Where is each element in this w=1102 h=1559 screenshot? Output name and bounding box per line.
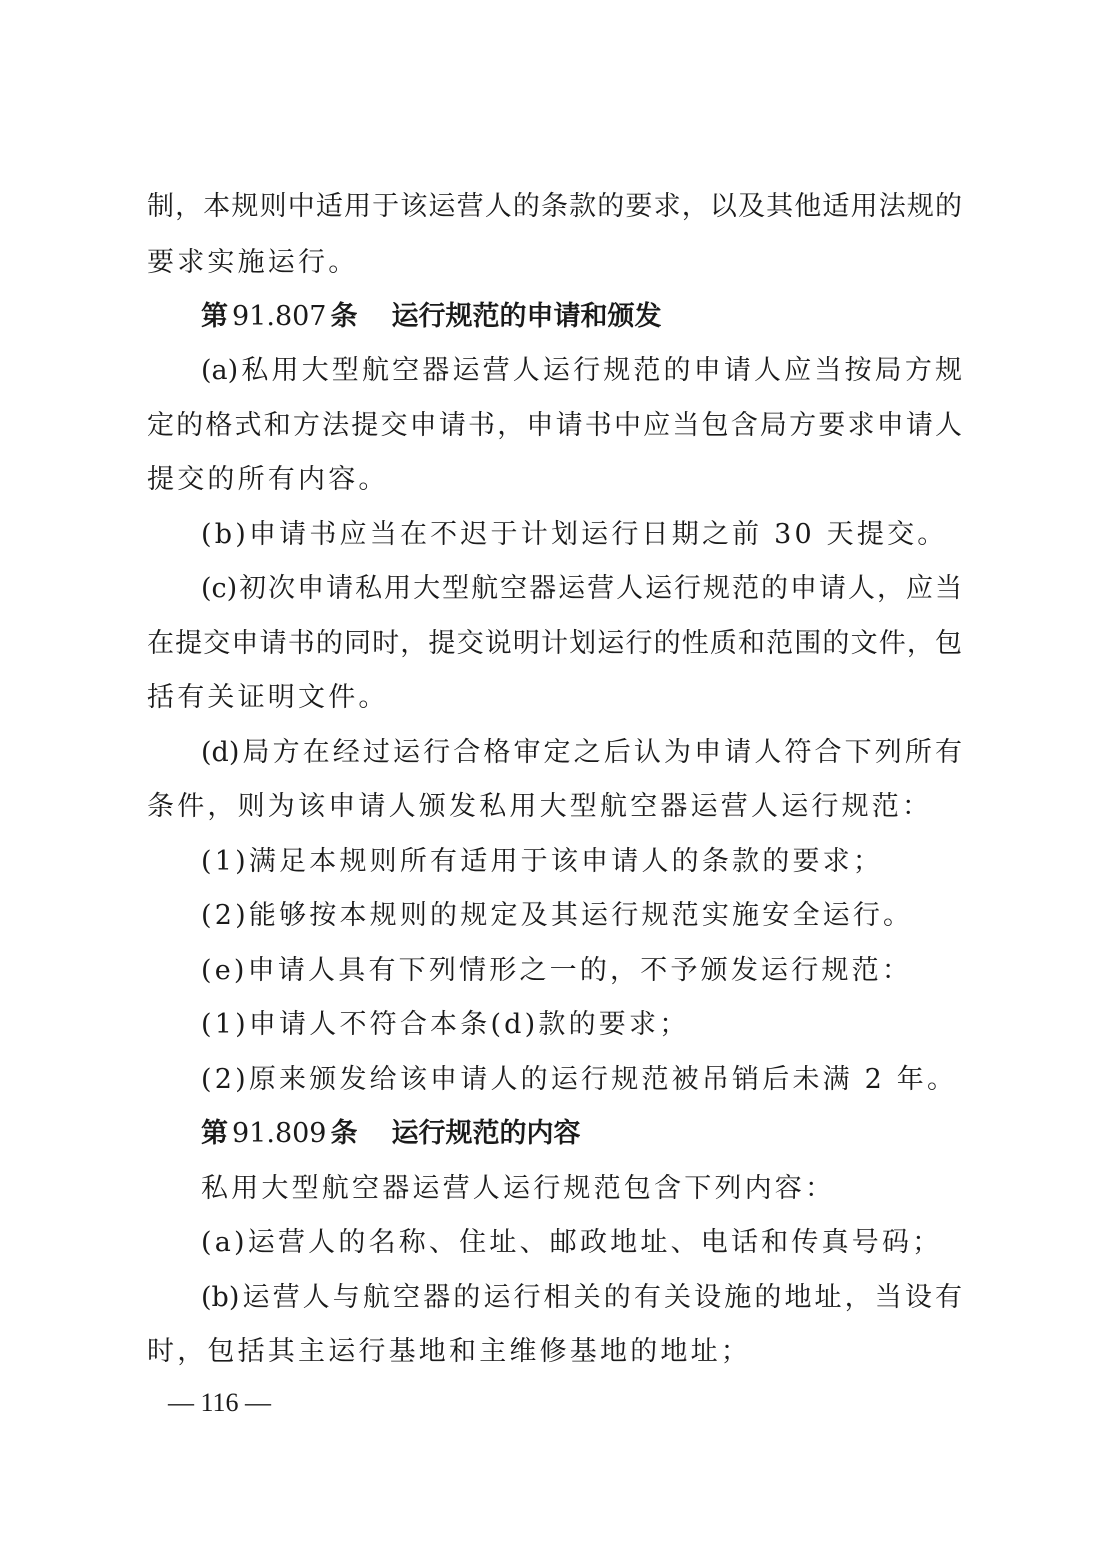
body-line: 私用大型航空器运营人运行规范包含下列内容： <box>201 1173 836 1204</box>
body-line: (a)私用大型航空器运营人运行规范的申请人应当按局方规 <box>201 355 962 386</box>
body-line: (a)运营人的名称、住址、邮政地址、电话和传真号码； <box>201 1227 943 1258</box>
body-line: 要求实施运行。 <box>147 247 359 278</box>
body-line: 提交的所有内容。 <box>147 464 389 495</box>
body-line: 括有关证明文件。 <box>147 682 389 713</box>
heading-title: 运行规范的内容 <box>391 1118 581 1149</box>
heading-title: 运行规范的申请和颁发 <box>391 301 662 332</box>
section-heading-91-807 <box>201 299 661 335</box>
heading-number: 91.807 <box>232 301 327 332</box>
section-heading-91-809 <box>201 1116 580 1152</box>
heading-suffix: 条 <box>330 301 358 332</box>
body-line: 在提交申请书的同时，提交说明计划运行的性质和范围的文件，包 <box>147 628 962 659</box>
body-line: (2)原来颁发给该申请人的运行规范被吊销后未满 2 年。 <box>201 1064 958 1095</box>
heading-prefix: 第 <box>201 1118 228 1149</box>
body-line: (b)运营人与航空器的运行相关的有关设施的地址，当设有 <box>201 1282 962 1313</box>
heading-number: 91.809 <box>232 1118 327 1149</box>
heading-prefix: 第 <box>201 301 228 332</box>
body-line: 条件，则为该申请人颁发私用大型航空器运营人运行规范： <box>147 791 933 822</box>
body-line: (c)初次申请私用大型航空器运营人运行规范的申请人，应当 <box>201 573 962 604</box>
page-number: — 116 — <box>168 1388 272 1417</box>
body-line: 定的格式和方法提交申请书，申请书中应当包含局方要求申请人 <box>147 410 962 441</box>
body-line: (1)满足本规则所有适用于该申请人的条款的要求； <box>201 846 884 877</box>
body-line: (2)能够按本规则的规定及其运行规范实施安全运行。 <box>201 900 914 931</box>
body-line: (b)申请书应当在不迟于计划运行日期之前 30 天提交。 <box>201 519 948 550</box>
body-line: 时，包括其主运行基地和主维修基地的地址； <box>147 1336 751 1367</box>
heading-suffix: 条 <box>330 1118 358 1149</box>
body-line: (1)申请人不符合本条(d)款的要求； <box>201 1009 690 1040</box>
body-line: (e)申请人具有下列情形之一的，不予颁发运行规范： <box>201 955 913 986</box>
body-line: 制，本规则中适用于该运营人的条款的要求，以及其他适用法规的 <box>147 191 962 222</box>
body-line: (d)局方在经过运行合格审定之后认为申请人符合下列所有 <box>201 737 962 768</box>
